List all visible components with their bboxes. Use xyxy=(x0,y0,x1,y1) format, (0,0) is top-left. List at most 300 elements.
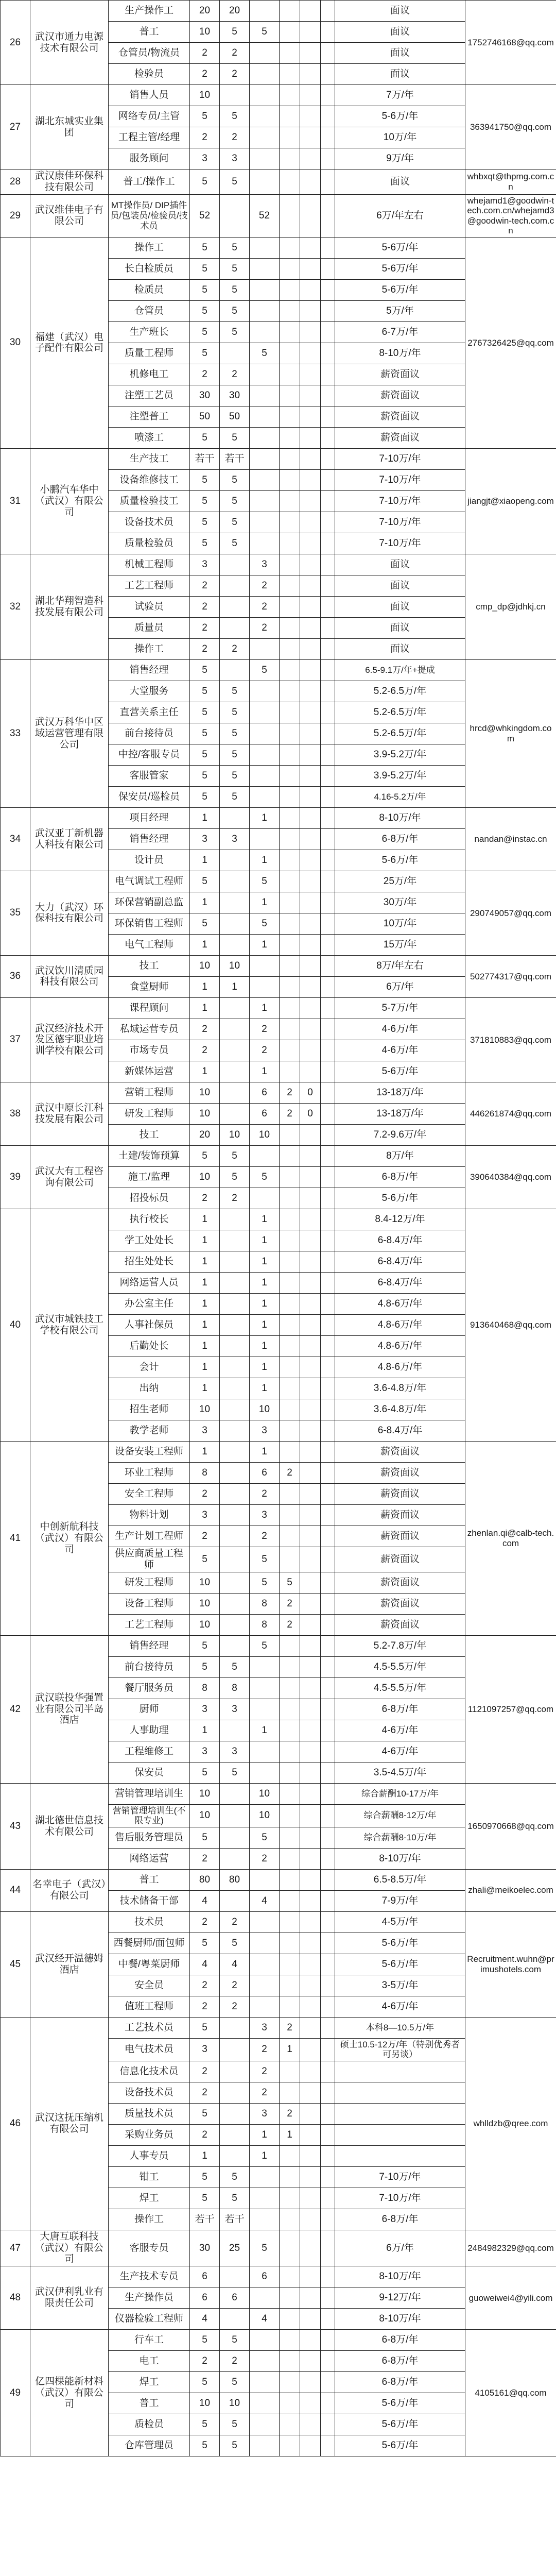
table-row xyxy=(1,194,556,237)
company-number: 26 xyxy=(1,1,30,85)
headcount-cell xyxy=(321,106,335,127)
headcount-cell xyxy=(300,2372,321,2393)
headcount-cell xyxy=(280,955,300,976)
headcount-cell xyxy=(300,448,321,469)
position-name: 销售经理 xyxy=(109,1635,190,1656)
table-row xyxy=(1,170,556,195)
salary-cell: 薪资面议 xyxy=(335,385,465,406)
headcount-cell: 5 xyxy=(190,702,220,723)
headcount-cell xyxy=(220,2061,250,2082)
contact-email: 2484982329@qq.com xyxy=(465,2230,556,2266)
company-number: 48 xyxy=(1,2266,30,2330)
headcount-cell: 5 xyxy=(250,1547,280,1572)
headcount-cell xyxy=(321,194,335,237)
salary-cell: 3.6-4.8万/年 xyxy=(335,1399,465,1420)
headcount-cell: 5 xyxy=(250,659,280,681)
salary-cell xyxy=(335,2103,465,2124)
contact-email: nandan@instac.cn xyxy=(465,807,556,871)
headcount-cell: 10 xyxy=(250,1124,280,1145)
headcount-cell: 5 xyxy=(220,765,250,786)
headcount-cell: 4 xyxy=(190,2309,220,2330)
position-name: 销售经理 xyxy=(109,828,190,850)
headcount-cell xyxy=(280,1040,300,1061)
headcount-cell xyxy=(321,575,335,596)
headcount-cell xyxy=(250,1,280,22)
headcount-cell: 5 xyxy=(190,300,220,321)
headcount-cell: 80 xyxy=(190,1869,220,1890)
headcount-cell xyxy=(280,1504,300,1526)
company-number: 39 xyxy=(1,1145,30,1209)
headcount-cell xyxy=(250,64,280,85)
headcount-cell: 1 xyxy=(250,1335,280,1357)
position-name: 人事社保员 xyxy=(109,1314,190,1335)
table-row xyxy=(1,1783,556,1804)
headcount-cell: 2 xyxy=(220,1975,250,1996)
headcount-cell xyxy=(280,2309,300,2330)
headcount-cell: 2 xyxy=(190,1975,220,1996)
position-name: 招投标员 xyxy=(109,1188,190,1209)
position-name: 仓管员 xyxy=(109,300,190,321)
salary-cell: 面议 xyxy=(335,22,465,43)
salary-cell: 8.4-12万/年 xyxy=(335,1209,465,1230)
headcount-cell: 1 xyxy=(190,1335,220,1357)
headcount-cell: 2 xyxy=(250,2082,280,2103)
headcount-cell xyxy=(280,1656,300,1677)
headcount-cell xyxy=(280,448,300,469)
headcount-cell: 10 xyxy=(190,1783,220,1804)
salary-cell: 5-6万/年 xyxy=(335,258,465,279)
position-name: 设备工程师 xyxy=(109,1593,190,1614)
headcount-cell xyxy=(280,1848,300,1869)
position-name: 质量技术员 xyxy=(109,2103,190,2124)
headcount-cell xyxy=(321,1996,335,2017)
headcount-cell: 1 xyxy=(250,1272,280,1293)
headcount-cell xyxy=(250,148,280,170)
position-name: 网络运营 xyxy=(109,1848,190,1869)
headcount-cell xyxy=(321,1399,335,1420)
headcount-cell: 6 xyxy=(250,1462,280,1483)
headcount-cell xyxy=(300,1783,321,1804)
headcount-cell: 3 xyxy=(250,1420,280,1441)
headcount-cell xyxy=(220,1040,250,1061)
headcount-cell: 5 xyxy=(250,2230,280,2266)
headcount-cell xyxy=(250,1911,280,1933)
salary-cell: 5-6万/年 xyxy=(335,2414,465,2435)
headcount-cell: 5 xyxy=(190,2103,220,2124)
headcount-cell xyxy=(321,1103,335,1124)
headcount-cell: 5 xyxy=(190,1656,220,1677)
salary-cell: 薪资面议 xyxy=(335,1526,465,1547)
headcount-cell: 8 xyxy=(190,1462,220,1483)
headcount-cell xyxy=(250,1996,280,2017)
headcount-cell: 10 xyxy=(250,1399,280,1420)
headcount-cell xyxy=(300,1,321,22)
headcount-cell xyxy=(280,744,300,765)
headcount-cell xyxy=(250,2414,280,2435)
headcount-cell xyxy=(250,85,280,106)
headcount-cell xyxy=(280,1526,300,1547)
salary-cell: 薪资面议 xyxy=(335,1572,465,1593)
headcount-cell xyxy=(220,1483,250,1504)
headcount-cell: 5 xyxy=(220,106,250,127)
headcount-cell xyxy=(300,617,321,638)
headcount-cell: 10 xyxy=(190,2393,220,2414)
headcount-cell xyxy=(280,723,300,744)
headcount-cell xyxy=(250,258,280,279)
company-name: 武汉市城铁技工学校有限公司 xyxy=(30,1209,109,1441)
headcount-cell: 5 xyxy=(220,2330,250,2351)
salary-cell: 8-10万/年 xyxy=(335,1848,465,1869)
headcount-cell xyxy=(321,406,335,427)
headcount-cell xyxy=(300,1504,321,1526)
position-name: 仓管员/物流员 xyxy=(109,43,190,64)
headcount-cell: 2 xyxy=(190,1848,220,1869)
headcount-cell xyxy=(250,300,280,321)
headcount-cell: 5 xyxy=(250,913,280,934)
headcount-cell: 2 xyxy=(190,1526,220,1547)
headcount-cell: 2 xyxy=(280,1082,300,1103)
headcount-cell: 3 xyxy=(220,1741,250,1762)
headcount-cell xyxy=(300,575,321,596)
headcount-cell xyxy=(321,1677,335,1699)
headcount-cell xyxy=(300,1209,321,1230)
headcount-cell: 10 xyxy=(190,1593,220,1614)
headcount-cell: 1 xyxy=(250,2145,280,2166)
headcount-cell xyxy=(321,702,335,723)
headcount-cell: 4 xyxy=(250,1890,280,1911)
headcount-cell: 10 xyxy=(250,1804,280,1827)
headcount-cell xyxy=(280,1188,300,1209)
position-name: MT操作员/ DIP插件员/包装员/检验员/技术员 xyxy=(109,194,190,237)
headcount-cell xyxy=(250,364,280,385)
headcount-cell xyxy=(220,997,250,1019)
headcount-cell xyxy=(280,1890,300,1911)
headcount-cell xyxy=(321,1061,335,1082)
position-name: 长白检质员 xyxy=(109,258,190,279)
headcount-cell: 5 xyxy=(220,279,250,300)
contact-email: cmp_dp@jdhkj.cn xyxy=(465,554,556,659)
headcount-cell xyxy=(280,807,300,828)
headcount-cell xyxy=(250,512,280,533)
headcount-cell xyxy=(321,596,335,617)
headcount-cell: 3 xyxy=(220,148,250,170)
company-name: 湖北德世信息技术有限公司 xyxy=(30,1783,109,1869)
headcount-cell: 5 xyxy=(190,723,220,744)
headcount-cell xyxy=(300,2166,321,2188)
position-name: 行车工 xyxy=(109,2330,190,2351)
headcount-cell xyxy=(321,1082,335,1103)
salary-cell: 面议 xyxy=(335,554,465,575)
position-name: 电气工程师 xyxy=(109,934,190,955)
headcount-cell xyxy=(300,1741,321,1762)
salary-cell: 5.2-6.5万/年 xyxy=(335,723,465,744)
headcount-cell xyxy=(280,2372,300,2393)
salary-cell: 8万/年 xyxy=(335,1145,465,1166)
position-name: 安全员 xyxy=(109,1975,190,1996)
headcount-cell xyxy=(280,892,300,913)
headcount-cell xyxy=(300,1040,321,1061)
headcount-cell xyxy=(280,2166,300,2188)
headcount-cell xyxy=(250,1656,280,1677)
headcount-cell: 1 xyxy=(250,2124,280,2145)
position-name: 电气技术员 xyxy=(109,2038,190,2061)
headcount-cell xyxy=(321,2393,335,2414)
headcount-cell xyxy=(250,106,280,127)
headcount-cell xyxy=(250,1869,280,1890)
headcount-cell xyxy=(250,490,280,512)
table-row xyxy=(1,1441,556,1462)
company-number: 38 xyxy=(1,1082,30,1145)
headcount-cell xyxy=(250,237,280,258)
headcount-cell xyxy=(280,1762,300,1783)
salary-cell: 5.2-6.5万/年 xyxy=(335,681,465,702)
headcount-cell xyxy=(250,2209,280,2230)
headcount-cell: 5 xyxy=(190,2435,220,2456)
salary-cell: 4.8-6万/年 xyxy=(335,1357,465,1378)
headcount-cell xyxy=(300,554,321,575)
headcount-cell xyxy=(250,2166,280,2188)
headcount-cell xyxy=(300,194,321,237)
contact-email: whbxqt@thpmg.com.cn xyxy=(465,170,556,195)
headcount-cell xyxy=(300,702,321,723)
headcount-cell xyxy=(321,364,335,385)
position-name: 设备技术员 xyxy=(109,2082,190,2103)
headcount-cell: 1 xyxy=(250,1209,280,1230)
headcount-cell: 5 xyxy=(220,300,250,321)
salary-cell: 7-10万/年 xyxy=(335,448,465,469)
salary-cell: 7-9万/年 xyxy=(335,1890,465,1911)
headcount-cell xyxy=(220,1804,250,1827)
headcount-cell xyxy=(321,2435,335,2456)
salary-cell: 4.8-6万/年 xyxy=(335,1314,465,1335)
salary-cell: 7-10万/年 xyxy=(335,2166,465,2188)
headcount-cell xyxy=(220,1103,250,1124)
headcount-cell: 1 xyxy=(250,1441,280,1462)
position-name: 网络运营人员 xyxy=(109,1272,190,1293)
salary-cell: 3.9-5.2万/年 xyxy=(335,744,465,765)
headcount-cell: 1 xyxy=(250,934,280,955)
position-name: 注塑工艺员 xyxy=(109,385,190,406)
headcount-cell: 1 xyxy=(190,1314,220,1335)
company-name: 湖北华翔智造科技发展有限公司 xyxy=(30,554,109,659)
headcount-cell xyxy=(220,1230,250,1251)
headcount-cell xyxy=(321,1145,335,1166)
headcount-cell: 5 xyxy=(250,871,280,892)
headcount-cell xyxy=(321,1933,335,1954)
headcount-cell xyxy=(220,1209,250,1230)
company-name: 武汉经开温德姆酒店 xyxy=(30,1911,109,2017)
headcount-cell xyxy=(321,490,335,512)
headcount-cell xyxy=(280,1251,300,1272)
headcount-cell: 2 xyxy=(220,1911,250,1933)
headcount-cell xyxy=(321,1804,335,1827)
headcount-cell xyxy=(280,385,300,406)
company-name: 名幸电子（武汉）有限公司 xyxy=(30,1869,109,1911)
position-name: 前台接待员 xyxy=(109,723,190,744)
position-name: 操作工 xyxy=(109,638,190,659)
position-name: 施工/监理 xyxy=(109,1166,190,1188)
position-name: 工艺工程师 xyxy=(109,575,190,596)
headcount-cell xyxy=(321,2309,335,2330)
headcount-cell: 2 xyxy=(250,2061,280,2082)
salary-cell: 面议 xyxy=(335,638,465,659)
headcount-cell xyxy=(300,2103,321,2124)
headcount-cell: 1 xyxy=(280,2038,300,2061)
headcount-cell xyxy=(300,2124,321,2145)
headcount-cell xyxy=(300,2309,321,2330)
headcount-cell: 2 xyxy=(190,1019,220,1040)
headcount-cell xyxy=(250,744,280,765)
position-name: 环业工程师 xyxy=(109,1462,190,1483)
headcount-cell xyxy=(280,702,300,723)
position-name: 普工 xyxy=(109,22,190,43)
company-number: 46 xyxy=(1,2017,30,2230)
headcount-cell: 25 xyxy=(220,2230,250,2266)
headcount-cell: 2 xyxy=(220,64,250,85)
headcount-cell: 2 xyxy=(220,1188,250,1209)
headcount-cell xyxy=(250,976,280,997)
salary-cell: 8-10万/年 xyxy=(335,343,465,364)
headcount-cell: 1 xyxy=(190,976,220,997)
headcount-cell: 3 xyxy=(250,2017,280,2038)
headcount-cell: 5 xyxy=(190,490,220,512)
headcount-cell xyxy=(250,1188,280,1209)
salary-cell: 13-18万/年 xyxy=(335,1082,465,1103)
headcount-cell xyxy=(280,2287,300,2309)
headcount-cell xyxy=(300,1462,321,1483)
headcount-cell: 5 xyxy=(190,2017,220,2038)
headcount-cell xyxy=(220,1314,250,1335)
headcount-cell xyxy=(300,1699,321,1720)
headcount-cell xyxy=(220,2309,250,2330)
headcount-cell: 10 xyxy=(190,1399,220,1420)
headcount-cell: 1 xyxy=(250,1378,280,1399)
salary-cell: 6-8.4万/年 xyxy=(335,1420,465,1441)
position-name: 质量检验技工 xyxy=(109,490,190,512)
headcount-cell: 1 xyxy=(220,976,250,997)
headcount-cell xyxy=(300,2266,321,2287)
headcount-cell xyxy=(300,1996,321,2017)
headcount-cell: 若干 xyxy=(190,2209,220,2230)
headcount-cell xyxy=(321,43,335,64)
headcount-cell xyxy=(280,2266,300,2287)
headcount-cell: 5 xyxy=(250,22,280,43)
headcount-cell: 1 xyxy=(250,1720,280,1741)
headcount-cell: 3 xyxy=(220,828,250,850)
headcount-cell xyxy=(280,406,300,427)
headcount-cell: 4 xyxy=(220,1954,250,1975)
headcount-cell xyxy=(280,148,300,170)
headcount-cell xyxy=(321,1314,335,1335)
headcount-cell xyxy=(250,2393,280,2414)
position-name: 厨师 xyxy=(109,1699,190,1720)
position-name: 焊工 xyxy=(109,2188,190,2209)
headcount-cell xyxy=(220,934,250,955)
position-name: 食堂厨师 xyxy=(109,976,190,997)
position-name: 网络专员/主管 xyxy=(109,106,190,127)
headcount-cell xyxy=(300,976,321,997)
headcount-cell xyxy=(220,892,250,913)
headcount-cell: 1 xyxy=(250,807,280,828)
headcount-cell xyxy=(280,2082,300,2103)
salary-cell: 本科8—10.5万/年 xyxy=(335,2017,465,2038)
position-name: 质量员 xyxy=(109,617,190,638)
headcount-cell xyxy=(280,1783,300,1804)
salary-cell: 4-6万/年 xyxy=(335,1720,465,1741)
contact-email: 4105161@qq.com xyxy=(465,2330,556,2456)
headcount-cell: 5 xyxy=(190,1933,220,1954)
headcount-cell xyxy=(250,43,280,64)
headcount-cell xyxy=(280,2188,300,2209)
headcount-cell xyxy=(300,1614,321,1635)
headcount-cell xyxy=(300,1933,321,1954)
headcount-cell xyxy=(321,786,335,807)
salary-cell: 6-8.4万/年 xyxy=(335,1272,465,1293)
table-row xyxy=(1,2017,556,2038)
position-name: 检验员 xyxy=(109,64,190,85)
headcount-cell: 1 xyxy=(190,1230,220,1251)
headcount-cell xyxy=(321,148,335,170)
headcount-cell: 5 xyxy=(190,343,220,364)
headcount-cell xyxy=(220,1614,250,1635)
salary-cell: 5-6万/年 xyxy=(335,106,465,127)
headcount-cell: 1 xyxy=(250,997,280,1019)
position-name: 生产班长 xyxy=(109,321,190,343)
headcount-cell xyxy=(300,1272,321,1293)
headcount-cell xyxy=(321,1572,335,1593)
headcount-cell xyxy=(280,1635,300,1656)
salary-cell xyxy=(335,2061,465,2082)
position-name: 研发工程师 xyxy=(109,1572,190,1593)
headcount-cell xyxy=(280,871,300,892)
position-name: 采购业务员 xyxy=(109,2124,190,2145)
headcount-cell: 若干 xyxy=(220,448,250,469)
salary-cell: 6万/年 xyxy=(335,2230,465,2266)
headcount-cell xyxy=(300,2435,321,2456)
company-number: 27 xyxy=(1,85,30,170)
headcount-cell xyxy=(280,2393,300,2414)
salary-cell: 5.2-7.8万/年 xyxy=(335,1635,465,1656)
position-name: 设备技术员 xyxy=(109,512,190,533)
headcount-cell xyxy=(280,1230,300,1251)
headcount-cell xyxy=(220,1420,250,1441)
headcount-cell xyxy=(321,1441,335,1462)
headcount-cell: 5 xyxy=(250,1635,280,1656)
company-name: 中创新航科技（武汉）有限公司 xyxy=(30,1441,109,1635)
position-name: 中控/客服专员 xyxy=(109,744,190,765)
headcount-cell: 10 xyxy=(190,1082,220,1103)
headcount-cell xyxy=(300,2061,321,2082)
salary-cell: 5-6万/年 xyxy=(335,2393,465,2414)
salary-cell: 3.5-4.5万/年 xyxy=(335,1762,465,1783)
headcount-cell: 1 xyxy=(190,2145,220,2166)
position-name: 执行校长 xyxy=(109,1209,190,1230)
salary-cell xyxy=(335,2145,465,2166)
position-name: 机械工程师 xyxy=(109,554,190,575)
headcount-cell: 2 xyxy=(280,2017,300,2038)
headcount-cell: 2 xyxy=(190,364,220,385)
headcount-cell xyxy=(250,2435,280,2456)
headcount-cell: 5 xyxy=(190,512,220,533)
headcount-cell xyxy=(300,85,321,106)
salary-cell: 4.8-6万/年 xyxy=(335,1293,465,1314)
salary-cell: 5-6万/年 xyxy=(335,237,465,258)
headcount-cell xyxy=(321,1504,335,1526)
position-name: 新媒体运营 xyxy=(109,1061,190,1082)
position-name: 营销管理培训生 xyxy=(109,1783,190,1804)
headcount-cell: 3 xyxy=(250,554,280,575)
position-name: 销售人员 xyxy=(109,85,190,106)
